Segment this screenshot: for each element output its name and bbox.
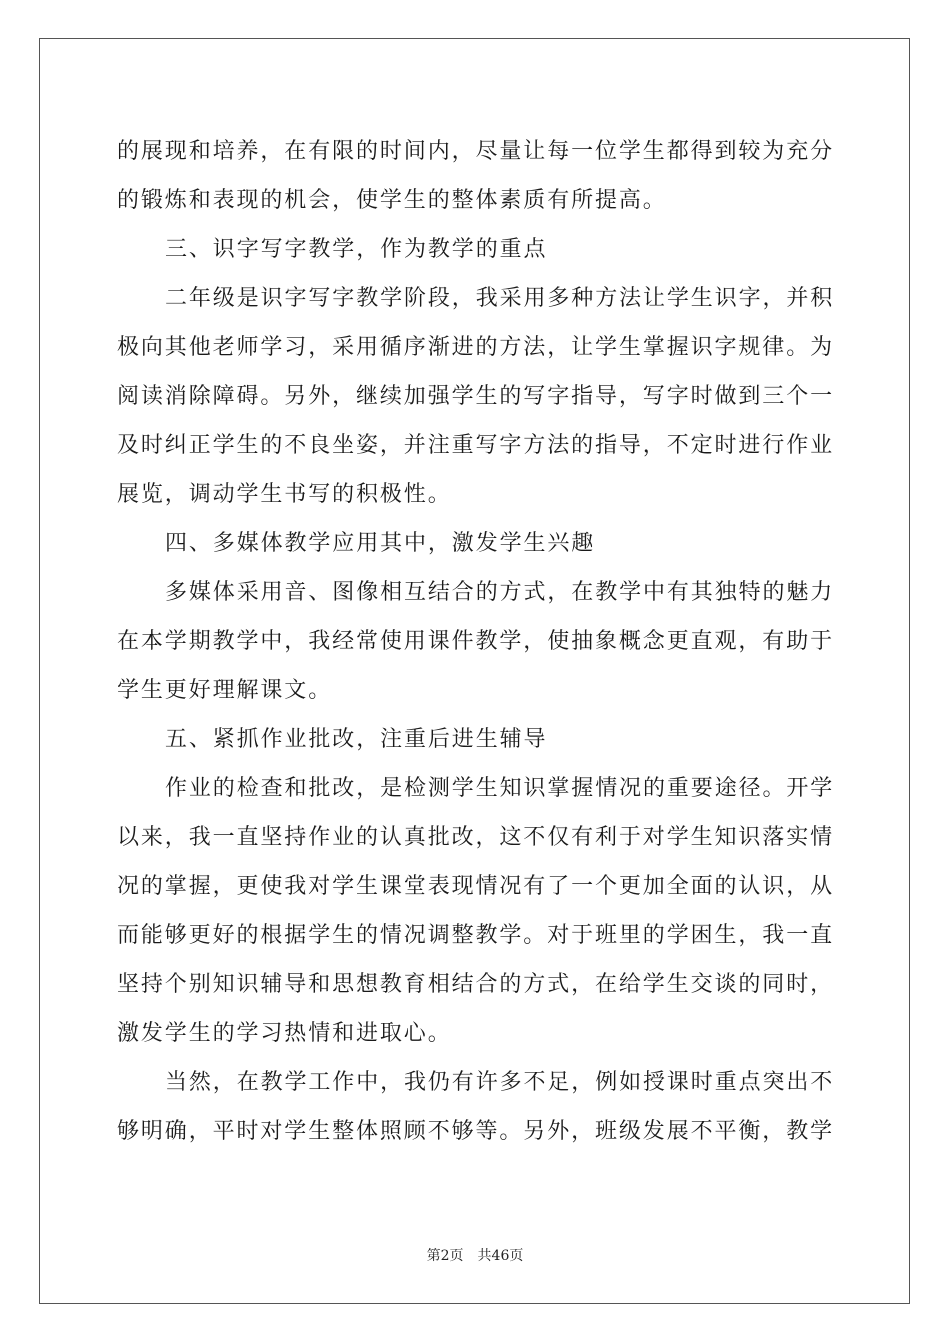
page-footer xyxy=(0,1246,950,1266)
text-line: 及时纠正学生的不良坐姿，并注重写字方法的指导，不定时进行作业 xyxy=(117,433,835,458)
text-line: 四、多媒体教学应用其中，激发学生兴趣 xyxy=(165,531,596,556)
text-line: 展览，调动学生书写的积极性。 xyxy=(117,482,452,507)
text-line: 作业的检查和批改，是检测学生知识掌握情况的重要途径。开学 xyxy=(165,776,835,801)
text-line: 够明确，平时对学生整体照顾不够等。另外，班级发展不平衡，教学 xyxy=(117,1119,835,1144)
text-line: 三、识字写字教学，作为教学的重点 xyxy=(165,237,548,262)
total-pages: 共46页 xyxy=(477,1248,524,1264)
text-line: 当然，在教学工作中，我仍有许多不足，例如授课时重点突出不 xyxy=(165,1070,835,1095)
text-line: 阅读消除障碍。另外，继续加强学生的写字指导，写字时做到三个一 xyxy=(117,384,835,409)
text-line: 坚持个别知识辅导和思想教育相结合的方式，在给学生交谈的同时， xyxy=(117,972,835,997)
page-number: 第2页 xyxy=(426,1248,464,1264)
text-line: 的锻炼和表现的机会，使学生的整体素质有所提高。 xyxy=(117,188,667,213)
text-line: 极向其他老师学习，采用循序渐进的方法，让学生掌握识字规律。为 xyxy=(117,335,835,360)
text-line: 而能够更好的根据学生的情况调整教学。对于班里的学困生，我一直 xyxy=(117,923,835,948)
text-line: 况的掌握，更使我对学生课堂表现情况有了一个更加全面的认识，从 xyxy=(117,874,835,899)
text-line: 二年级是识字写字教学阶段，我采用多种方法让学生识字，并积 xyxy=(165,286,835,311)
text-line: 多媒体采用音、图像相互结合的方式，在教学中有其独特的魅力 xyxy=(165,580,835,605)
text-line: 以来，我一直坚持作业的认真批改，这不仅有利于对学生知识落实情 xyxy=(117,825,835,850)
document-body xyxy=(117,127,833,1156)
text-line: 学生更好理解课文。 xyxy=(117,678,333,703)
text-line: 五、紧抓作业批改，注重后进生辅导 xyxy=(165,727,548,752)
text-line: 激发学生的学习热情和进取心。 xyxy=(117,1021,452,1046)
text-line: 在本学期教学中，我经常使用课件教学，使抽象概念更直观，有助于 xyxy=(117,629,835,654)
text-line: 的展现和培养，在有限的时间内，尽量让每一位学生都得到较为充分 xyxy=(117,139,835,164)
